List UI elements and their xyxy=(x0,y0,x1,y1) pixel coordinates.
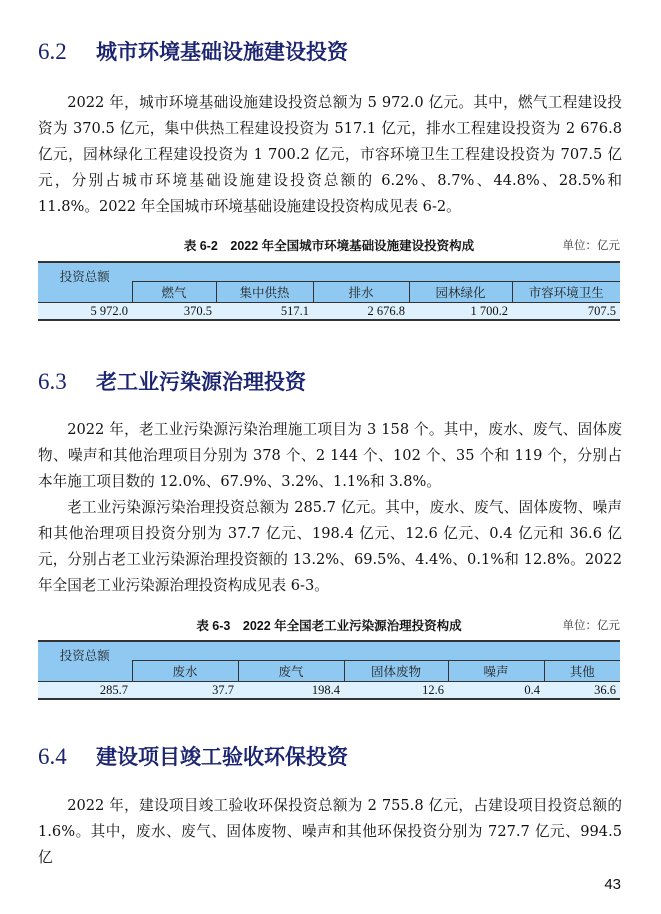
column-header: 其他 xyxy=(544,661,620,682)
cell: 370.5 xyxy=(132,303,216,321)
header-total: 投资总额 xyxy=(38,262,132,303)
cell: 707.5 xyxy=(512,303,620,321)
column-header: 噪声 xyxy=(448,661,544,682)
section-heading-6-4 xyxy=(38,741,348,771)
column-header: 固体废物 xyxy=(344,661,448,682)
paragraph: 2022 年，建设项目竣工验收环保投资总额为 2 755.8 亿元，占建设项目投资总额的 1.6%。其中，废水、废气、固体废物、噪声和其他环保投资分别为 727.7 亿元、994.5 亿 xyxy=(38,797,622,866)
cell: 285.7 xyxy=(38,682,132,700)
section-number: 6.2 xyxy=(38,39,67,64)
cell: 36.6 xyxy=(544,682,620,700)
page-number: 43 xyxy=(604,876,621,893)
table-6-3 xyxy=(38,640,620,700)
column-header: 燃气 xyxy=(132,282,216,303)
table-caption: 表 6-3 2022 年全国老工业污染源治理投资构成 xyxy=(196,619,462,633)
header-spacer xyxy=(132,262,620,282)
table-6-2 xyxy=(38,261,620,321)
section-number: 6.3 xyxy=(38,369,67,394)
column-header: 园林绿化 xyxy=(409,282,512,303)
section-title: 老工业污染源治理投资 xyxy=(96,369,306,394)
cell: 1 700.2 xyxy=(409,303,512,321)
cell: 517.1 xyxy=(216,303,313,321)
section-heading-6-2 xyxy=(38,36,348,66)
table-caption: 表 6-2 2022 年全国城市环境基础设施建设投资构成 xyxy=(183,239,475,253)
header-spacer xyxy=(132,641,620,661)
cell: 2 676.8 xyxy=(313,303,409,321)
cell: 5 972.0 xyxy=(38,303,132,321)
column-header: 排水 xyxy=(313,282,409,303)
section-number: 6.4 xyxy=(38,744,67,769)
header-total: 投资总额 xyxy=(38,641,132,682)
column-header: 废水 xyxy=(132,661,238,682)
paragraph: 老工业污染源污染治理投资总额为 285.7 亿元。其中，废水、废气、固体废物、噪声和其他治理项目投资分别为 37.7 亿元、198.4 亿元、12.6 亿元、0.4 亿元和 36.6 亿元，分别占老工业污染源治理投资额的 13.2%、69.5%、4.4%、0.1%和 12.8%。2022 年全国老工业污染源治理投资构成见表 6-3。 xyxy=(38,499,622,594)
cell: 0.4 xyxy=(448,682,544,700)
section-title: 城市环境基础设施建设投资 xyxy=(96,39,348,64)
column-header: 市容环境卫生 xyxy=(512,282,620,303)
paragraph: 2022 年，老工业污染源污染治理施工项目为 3 158 个。其中，废水、废气、固体废物、噪声和其他治理项目分别为 378 个、2 144 个、102 个、35 个和 119 个，分别占本年施工项目数的 12.0%、67.9%、3.2%、1.1%和 3.8%。 xyxy=(38,421,622,490)
table-row xyxy=(38,303,620,321)
column-header: 集中供热 xyxy=(216,282,313,303)
table-unit: 单位：亿元 xyxy=(562,618,620,632)
section-heading-6-3 xyxy=(38,366,306,396)
column-header: 废气 xyxy=(238,661,344,682)
table-row xyxy=(38,682,620,700)
paragraph: 2022 年，城市环境基础设施建设投资总额为 5 972.0 亿元。其中，燃气工程建设投资为 370.5 亿元，集中供热工程建设投资为 517.1 亿元，排水工程建设投资为 2 676.8 亿元，园林绿化工程建设投资为 1 700.2 亿元，市容环境卫生工程建设投资为 707.5 亿元，分别占城市环境基础设施建设投资总额的 6.2%、8.7%、44.8%、28.5%和 11.8%。2022 年全国城市环境基础设施建设投资构成见表 6-2。 xyxy=(38,94,622,215)
table-unit: 单位：亿元 xyxy=(562,238,620,252)
cell: 37.7 xyxy=(132,682,238,700)
cell: 12.6 xyxy=(344,682,448,700)
cell: 198.4 xyxy=(238,682,344,700)
section-title: 建设项目竣工验收环保投资 xyxy=(96,744,348,769)
